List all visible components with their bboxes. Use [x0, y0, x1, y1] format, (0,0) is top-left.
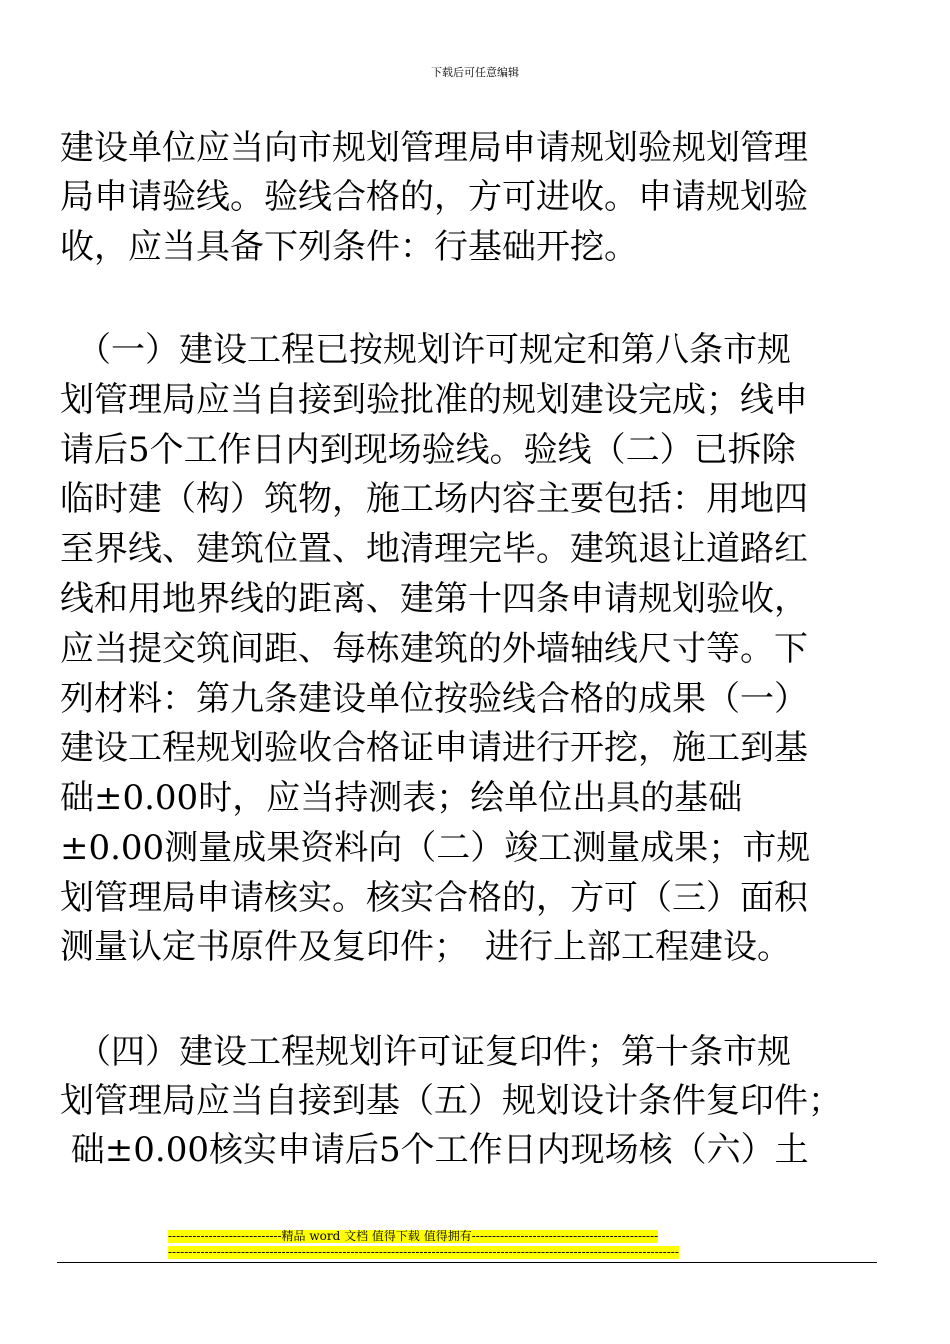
body-line-21: 础±0.00核实申请后5个工作日内现场核（六）土: [60, 1130, 809, 1170]
body-line-9: 至界线、建筑位置、地清理完毕。建筑退让道路红: [60, 529, 808, 569]
body-line-8: 临时建（构）筑物，施工场内容主要包括：用地四: [60, 479, 808, 519]
body-line-3: 收，应当具备下列条件：行基础开挖。: [60, 227, 638, 267]
footer-banner-line-1: ----------------------------精品 word 文档 值得下载 值得拥有----------------------------------------------: [168, 1229, 659, 1243]
body-line-17: 测量认定书原件及复印件； 进行上部工程建设。: [60, 927, 791, 967]
body-line-2: 局申请验线。验线合格的，方可进收。申请规划验: [60, 177, 808, 217]
body-line-10: 线和用地界线的距离、建第十四条申请规划验收，: [60, 579, 808, 619]
body-line-19: （四）建设工程规划许可证复印件；第十条市规: [60, 1032, 791, 1072]
body-line-7: 请后5个工作日内到现场验线。验线（二）已拆除: [60, 430, 796, 470]
body-line-11: 应当提交筑间距、每栋建筑的外墙轴线尺寸等。下: [60, 629, 808, 669]
body-line-6: 划管理局应当自接到验批准的规划建设完成；线申: [60, 380, 808, 420]
body-line-13: 建设工程规划验收合格证申请进行开挖，施工到基: [60, 728, 808, 768]
page-header-note: 下载后可任意编辑: [431, 66, 519, 79]
body-line-5: （一）建设工程已按规划许可规定和第八条市规: [60, 330, 791, 370]
body-line-1: 建设单位应当向市规划管理局申请规划验规划管理: [60, 128, 808, 168]
body-line-15: ±0.00测量成果资料向（二）竣工测量成果；市规: [60, 828, 811, 868]
footer-divider: [57, 1262, 877, 1263]
body-line-12: 列材料：第九条建设单位按验线合格的成果（一）: [60, 679, 808, 719]
body-line-14: 础±0.00时，应当持测表；绘单位出具的基础: [60, 778, 743, 818]
body-line-20: 划管理局应当自接到基（五）规划设计条件复印件；: [60, 1081, 842, 1121]
footer-banner-line-2: ------------------------------------------------------------------------------------------------------------------------------: [168, 1245, 679, 1259]
body-line-16: 划管理局申请核实。核实合格的，方可（三）面积: [60, 878, 808, 918]
